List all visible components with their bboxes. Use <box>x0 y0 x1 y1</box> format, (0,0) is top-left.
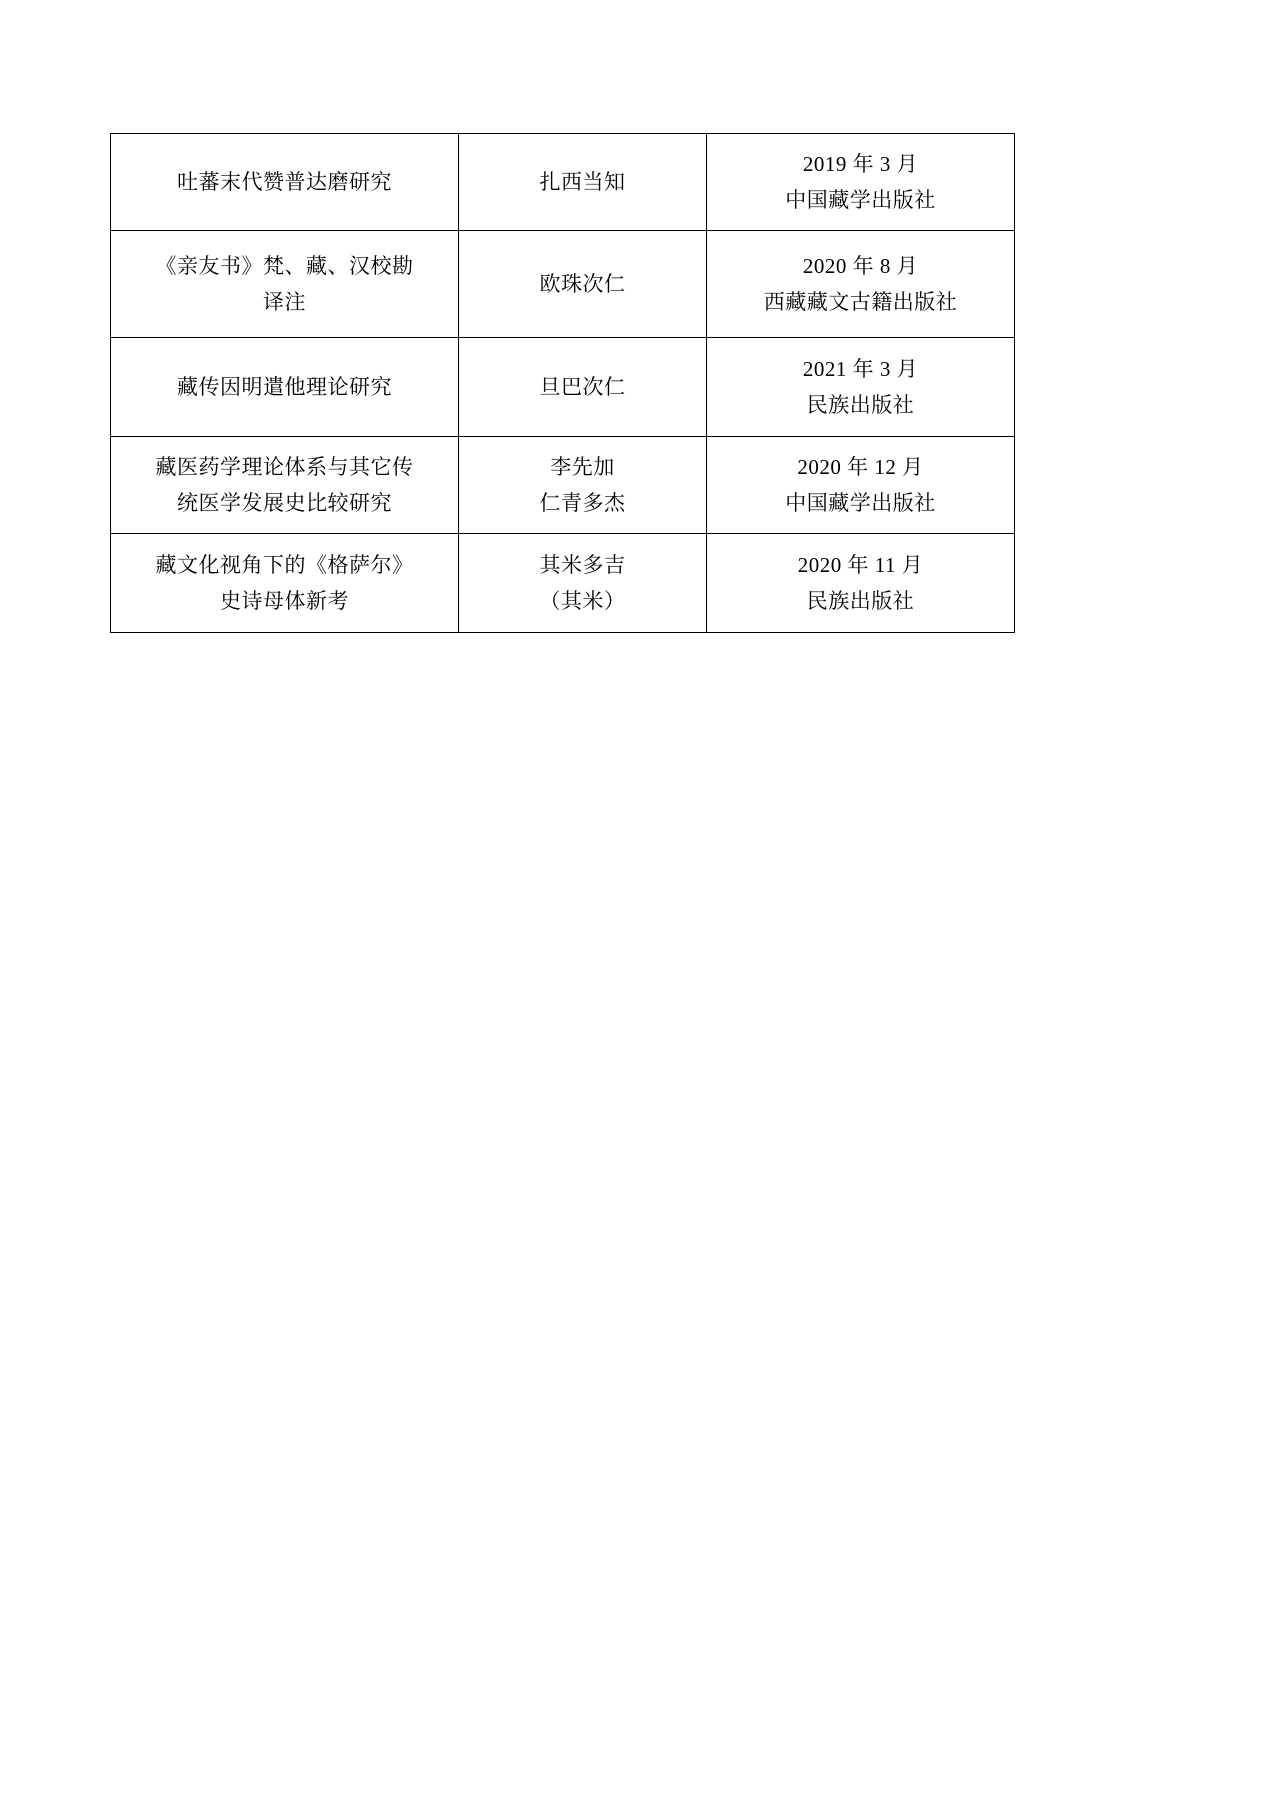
cell-author <box>459 338 707 437</box>
cell-title <box>111 534 459 633</box>
publisher-name: 西藏藏文古籍出版社 <box>763 290 958 314</box>
title-line: 藏医药学理论体系与其它传 <box>155 454 414 479</box>
author-line: （其米） <box>539 589 626 613</box>
table-row <box>111 437 1015 534</box>
author-line: 扎西当知 <box>539 169 626 194</box>
cell-author <box>459 134 707 231</box>
table-row <box>111 534 1015 633</box>
cell-title <box>111 134 459 231</box>
cell-publication <box>707 134 1015 231</box>
title-line: 吐蕃末代赞普达磨研究 <box>177 169 392 194</box>
author-line: 仁青多杰 <box>539 491 626 515</box>
table-row <box>111 231 1015 338</box>
cell-title <box>111 231 459 338</box>
title-line: 藏文化视角下的《格萨尔》 <box>155 552 414 577</box>
publisher-name: 中国藏学出版社 <box>785 491 936 515</box>
cell-publication <box>707 534 1015 633</box>
title-line: 译注 <box>263 290 306 314</box>
title-line: 统医学发展史比较研究 <box>177 491 392 515</box>
publication-date: 2019 年 3 月 <box>802 151 919 176</box>
author-line: 其米多吉 <box>539 552 626 577</box>
cell-publication <box>707 437 1015 534</box>
publication-date: 2020 年 12 月 <box>797 454 924 479</box>
author-line: 欧珠次仁 <box>539 271 626 296</box>
table-row <box>111 338 1015 437</box>
achievements-table <box>110 133 1015 633</box>
author-line: 李先加 <box>550 454 615 479</box>
cell-publication <box>707 338 1015 437</box>
author-line: 旦巴次仁 <box>539 374 626 399</box>
publisher-name: 中国藏学出版社 <box>785 188 936 212</box>
cell-publication <box>707 231 1015 338</box>
publication-date: 2020 年 8 月 <box>802 253 919 278</box>
title-line: 藏传因明遣他理论研究 <box>177 374 392 399</box>
title-line: 史诗母体新考 <box>220 589 349 613</box>
table-row <box>111 134 1015 231</box>
cell-title <box>111 338 459 437</box>
cell-title <box>111 437 459 534</box>
title-line: 《亲友书》梵、藏、汉校勘 <box>155 253 414 278</box>
publication-date: 2020 年 11 月 <box>797 552 924 577</box>
publication-date: 2021 年 3 月 <box>802 356 919 381</box>
cell-author <box>459 231 707 338</box>
publisher-name: 民族出版社 <box>806 393 915 417</box>
publisher-name: 民族出版社 <box>806 589 915 613</box>
cell-author <box>459 437 707 534</box>
cell-author <box>459 534 707 633</box>
